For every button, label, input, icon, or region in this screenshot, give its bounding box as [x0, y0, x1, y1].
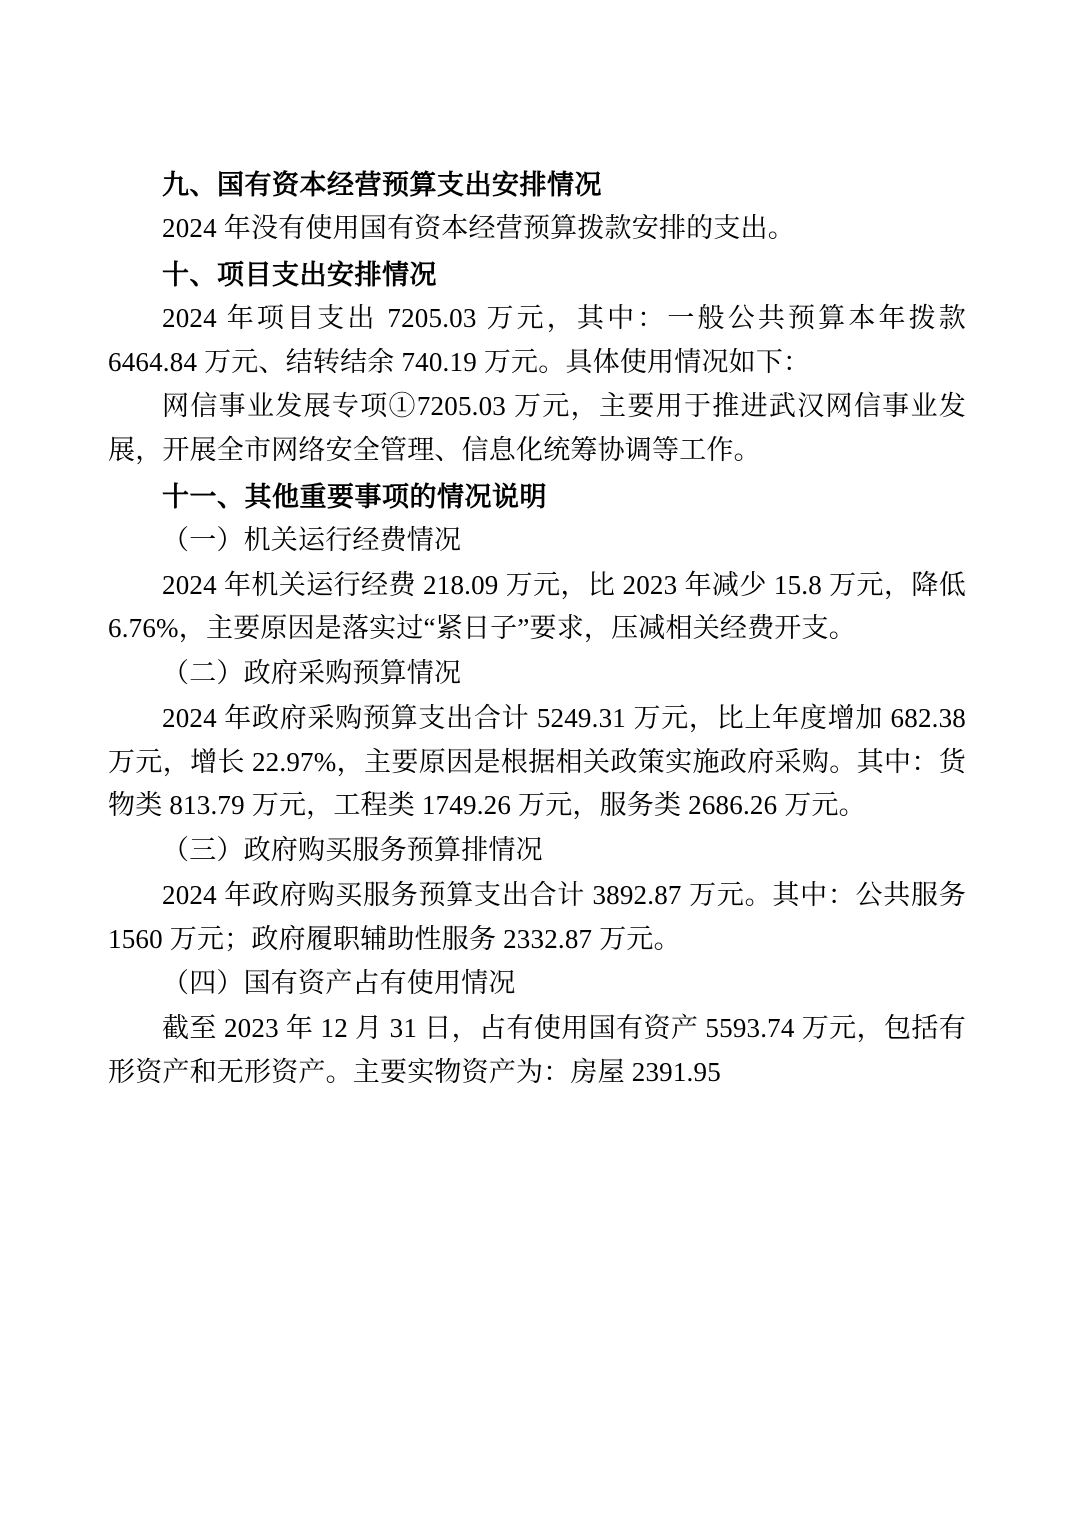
- paragraph-cyberspace-special-fund: 网信事业发展专项①7205.03 万元，主要用于推进武汉网信事业发展，开展全市网络安全管理、信息化统筹协调等工作。: [108, 391, 966, 466]
- paragraph-operating-expenses-body: 2024 年机关运行经费 218.09 万元，比 2023 年减少 15.8 万元，降低 6.76%，主要原因是落实过“紧日子”要求，压减相关经费开支。: [108, 569, 966, 644]
- paragraph-purchase-service-body: 2024 年政府购买服务预算支出合计 3892.87 万元。其中：公共服务 1560 万元；政府履职辅助性服务 2332.87 万元。: [108, 879, 966, 954]
- heading-section-nine: 九、国有资本经营预算支出安排情况: [162, 170, 602, 201]
- paragraph-subsection-two-title: （二）政府采购预算情况: [162, 658, 462, 689]
- heading-section-ten: 十、项目支出安排情况: [162, 259, 437, 291]
- paragraph-subsection-three-title: （三）政府购买服务预算排情况: [162, 835, 543, 866]
- paragraph-subsection-one-title: （一）机关运行经费情况: [162, 524, 462, 555]
- paragraph-government-procurement-body: 2024 年政府采购预算支出合计 5249.31 万元，比上年度增加 682.38 万元，增长 22.97%，主要原因是根据相关政策实施政府采购。其中：货物类 813.79 万元，工程类 1749.26 万元，服务类 2686.26 万元。: [108, 702, 966, 821]
- document-body: [108, 168, 966, 1095]
- paragraph-project-expenditure-total: 2024 年项目支出 7205.03 万元，其中：一般公共预算本年拨款 6464.84 万元、结转结余 740.19 万元。具体使用情况如下：: [108, 302, 966, 377]
- heading-section-eleven: 十一、其他重要事项的情况说明: [162, 481, 547, 513]
- paragraph-section-nine-body: 2024 年没有使用国有资本经营预算拨款安排的支出。: [162, 213, 795, 244]
- paragraph-subsection-four-title: （四）国有资产占有使用情况: [162, 968, 516, 999]
- paragraph-state-assets-body: 截至 2023 年 12 月 31 日，占有使用国有资产 5593.74 万元，包括有形资产和无形资产。主要实物资产为：房屋 2391.95: [108, 1013, 966, 1087]
